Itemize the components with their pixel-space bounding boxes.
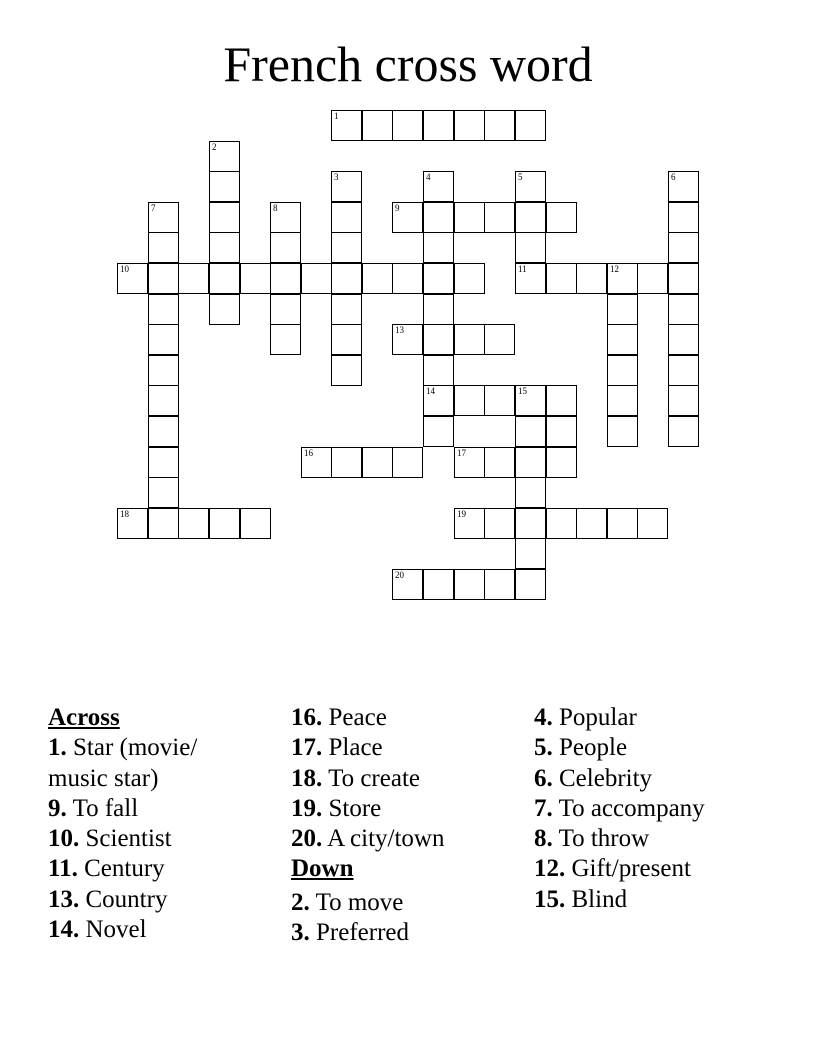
grid-cell[interactable] [209,294,240,325]
clue-across-20 [291,824,521,854]
grid-cell[interactable] [423,416,454,447]
clue-text: Star (movie/ music star) [48,734,198,792]
grid-cell[interactable] [148,263,179,294]
across-heading: Across [48,704,120,731]
grid-cell[interactable] [484,385,515,416]
grid-cell[interactable] [423,355,454,386]
grid-cell[interactable] [515,538,546,569]
grid-cell[interactable] [515,385,546,416]
grid-cell[interactable] [484,110,515,141]
grid-cell[interactable] [331,355,362,386]
grid-cell[interactable] [148,324,179,355]
clue-down-8 [534,824,794,854]
clue-text: A city/town [327,825,445,853]
grid-cell[interactable] [423,171,454,202]
grid-cell[interactable] [454,324,485,355]
grid-cell[interactable] [515,569,546,600]
cell-number: 4 [426,172,431,182]
grid-cell[interactable] [454,110,485,141]
grid-cell[interactable] [331,232,362,263]
clue-text: Novel [85,916,147,944]
clue-text: Peace [328,704,387,731]
grid-cell[interactable] [178,263,209,294]
clue-down-12 [534,854,794,884]
grid-cell[interactable] [148,232,179,263]
clue-text: To throw [558,825,650,853]
grid-cell[interactable] [515,263,546,294]
grid-cell[interactable] [117,508,148,539]
cell-number: 2 [212,142,217,152]
grid-cell[interactable] [607,324,638,355]
cell-number: 17 [457,448,466,458]
grid-cell[interactable] [515,447,546,478]
grid-cell[interactable] [546,385,577,416]
clue-number: 14. [48,916,80,944]
grid-cell[interactable] [637,508,668,539]
grid-cell[interactable] [423,110,454,141]
grid-cell[interactable] [270,324,301,355]
grid-cell[interactable] [668,324,699,355]
grid-cell[interactable] [454,447,485,478]
clue-number: 5. [534,734,553,762]
cell-number: 14 [426,386,435,396]
clue-number: 6. [534,764,553,792]
clue-text: Store [328,794,382,822]
grid-cell[interactable] [668,232,699,263]
clue-down-15 [534,885,794,915]
grid-cell[interactable] [423,294,454,325]
cell-number: 3 [334,172,339,182]
clue-number: 4. [534,704,553,731]
grid-cell[interactable] [301,263,332,294]
grid-cell[interactable] [546,447,577,478]
cell-number: 7 [151,203,156,213]
cell-number: 13 [395,325,404,335]
clue-number: 3. [291,919,310,947]
grid-cell[interactable] [637,263,668,294]
clue-across-19 [291,794,521,824]
clue-text: To move [315,888,404,916]
clue-column-1 [48,703,243,945]
cell-number: 15 [518,386,527,396]
clue-number: 2. [291,888,310,916]
grid-cell[interactable] [270,263,301,294]
cell-number: 12 [610,264,619,274]
grid-cell[interactable] [668,263,699,294]
grid-cell[interactable] [576,263,607,294]
clue-number: 8. [534,825,553,853]
grid-cell[interactable] [668,385,699,416]
cell-number: 16 [304,448,313,458]
grid-cell[interactable] [331,171,362,202]
grid-cell[interactable] [148,477,179,508]
clue-number: 17. [291,734,323,762]
clue-across-10 [48,824,243,854]
grid-cell[interactable] [515,232,546,263]
clue-across-17 [291,733,521,763]
cell-number: 1 [334,111,339,121]
clue-text: To fall [72,794,139,822]
cell-number: 20 [395,570,404,580]
grid-cell[interactable] [607,508,638,539]
clue-text: Scientist [85,825,172,853]
clue-number: 11. [48,855,78,883]
clue-number: 10. [48,825,80,853]
grid-cell[interactable] [209,232,240,263]
clue-column-3 [534,703,794,915]
clue-text: To accompany [558,794,705,822]
cell-number: 18 [120,509,129,519]
grid-cell[interactable] [515,477,546,508]
clue-number: 12. [534,855,566,883]
grid-cell[interactable] [117,263,148,294]
grid-cell[interactable] [546,416,577,447]
clue-text: Celebrity [559,764,653,792]
clue-down-2 [291,888,521,918]
cell-number: 5 [518,172,523,182]
grid-cell[interactable] [362,110,393,141]
grid-cell[interactable] [546,263,577,294]
grid-cell[interactable] [607,385,638,416]
clue-text: People [559,734,628,762]
grid-cell[interactable] [362,447,393,478]
grid-cell[interactable] [515,171,546,202]
clue-text: To create [328,764,420,792]
grid-cell[interactable] [454,385,485,416]
grid-cell[interactable] [668,355,699,386]
grid-cell[interactable] [546,202,577,233]
grid-cell[interactable] [423,569,454,600]
grid-cell[interactable] [515,202,546,233]
grid-cell[interactable] [148,416,179,447]
clue-across-1 [48,733,243,794]
cell-number: 10 [120,264,129,274]
grid-cell[interactable] [668,416,699,447]
clue-number: 1. [48,734,67,762]
grid-cell[interactable] [270,202,301,233]
clue-text: Gift/present [571,855,691,883]
grid-cell[interactable] [270,232,301,263]
clue-down-7 [534,794,794,824]
grid-cell[interactable] [209,141,240,172]
clue-text: Place [328,734,383,762]
clue-text: Blind [571,885,628,913]
clue-down-4 [534,703,794,733]
down-heading: Down [291,855,354,883]
page-title: French cross word [223,36,593,92]
grid-cell[interactable] [331,294,362,325]
clue-number: 18. [291,764,323,792]
grid-cell[interactable] [607,355,638,386]
clue-number: 19. [291,794,323,822]
grid-cell[interactable] [576,508,607,539]
grid-cell[interactable] [423,263,454,294]
grid-cell[interactable] [484,202,515,233]
grid-cell[interactable] [392,110,423,141]
grid-cell[interactable] [454,569,485,600]
cell-number: 11 [518,264,527,274]
grid-cell[interactable] [607,294,638,325]
grid-cell[interactable] [331,447,362,478]
grid-cell[interactable] [209,263,240,294]
grid-cell[interactable] [209,508,240,539]
grid-cell[interactable] [484,324,515,355]
grid-cell[interactable] [515,508,546,539]
grid-cell[interactable] [668,294,699,325]
grid-cell[interactable] [392,569,423,600]
clue-text: Country [85,885,168,913]
clue-down-5 [534,733,794,763]
grid-cell[interactable] [392,324,423,355]
grid-cell[interactable] [392,447,423,478]
grid-cell[interactable] [331,263,362,294]
grid-cell[interactable] [607,416,638,447]
grid-cell[interactable] [148,202,179,233]
clue-across-18 [291,764,521,794]
grid-cell[interactable] [148,385,179,416]
grid-cell[interactable] [209,202,240,233]
grid-cell[interactable] [148,355,179,386]
grid-cell[interactable] [423,232,454,263]
clue-number: 7. [534,794,553,822]
grid-cell[interactable] [392,202,423,233]
grid-cell[interactable] [484,447,515,478]
grid-cell[interactable] [301,447,332,478]
grid-cell[interactable] [148,294,179,325]
clue-across-9 [48,794,243,824]
clue-across-14 [48,915,243,945]
clue-column-2 [291,703,521,948]
clue-text: Preferred [316,919,409,947]
clue-across-13 [48,885,243,915]
grid-cell[interactable] [270,294,301,325]
clue-number: 20. [291,825,323,853]
grid-cell[interactable] [423,385,454,416]
grid-cell[interactable] [668,171,699,202]
grid-cell[interactable] [423,202,454,233]
grid-cell[interactable] [178,508,209,539]
cell-number: 8 [273,203,278,213]
clue-across-16 [291,703,521,733]
grid-cell[interactable] [484,508,515,539]
grid-cell[interactable] [392,263,423,294]
clue-number: 9. [48,794,67,822]
cell-number: 9 [395,203,400,213]
cell-number: 19 [457,509,466,519]
clue-down-6 [534,764,794,794]
clue-text: Popular [559,704,637,731]
clue-text: Century [84,855,165,883]
grid-cell[interactable] [331,202,362,233]
grid-cell[interactable] [454,202,485,233]
grid-cell[interactable] [484,569,515,600]
grid-cell[interactable] [331,110,362,141]
grid-cell[interactable] [362,263,393,294]
grid-cell[interactable] [240,263,271,294]
clue-number: 15. [534,885,566,913]
grid-cell[interactable] [515,416,546,447]
grid-cell[interactable] [454,263,485,294]
clue-across-11 [48,854,243,884]
clue-number: 13. [48,885,80,913]
grid-cell[interactable] [209,171,240,202]
clue-number: 16. [291,704,323,731]
grid-cell[interactable] [240,508,271,539]
grid-cell[interactable] [515,110,546,141]
grid-cell[interactable] [668,202,699,233]
grid-cell[interactable] [454,508,485,539]
grid-cell[interactable] [331,324,362,355]
grid-cell[interactable] [607,263,638,294]
cell-number: 6 [671,172,676,182]
grid-cell[interactable] [148,447,179,478]
clue-down-3 [291,918,521,948]
grid-cell[interactable] [148,508,179,539]
grid-cell[interactable] [423,324,454,355]
grid-cell[interactable] [546,508,577,539]
